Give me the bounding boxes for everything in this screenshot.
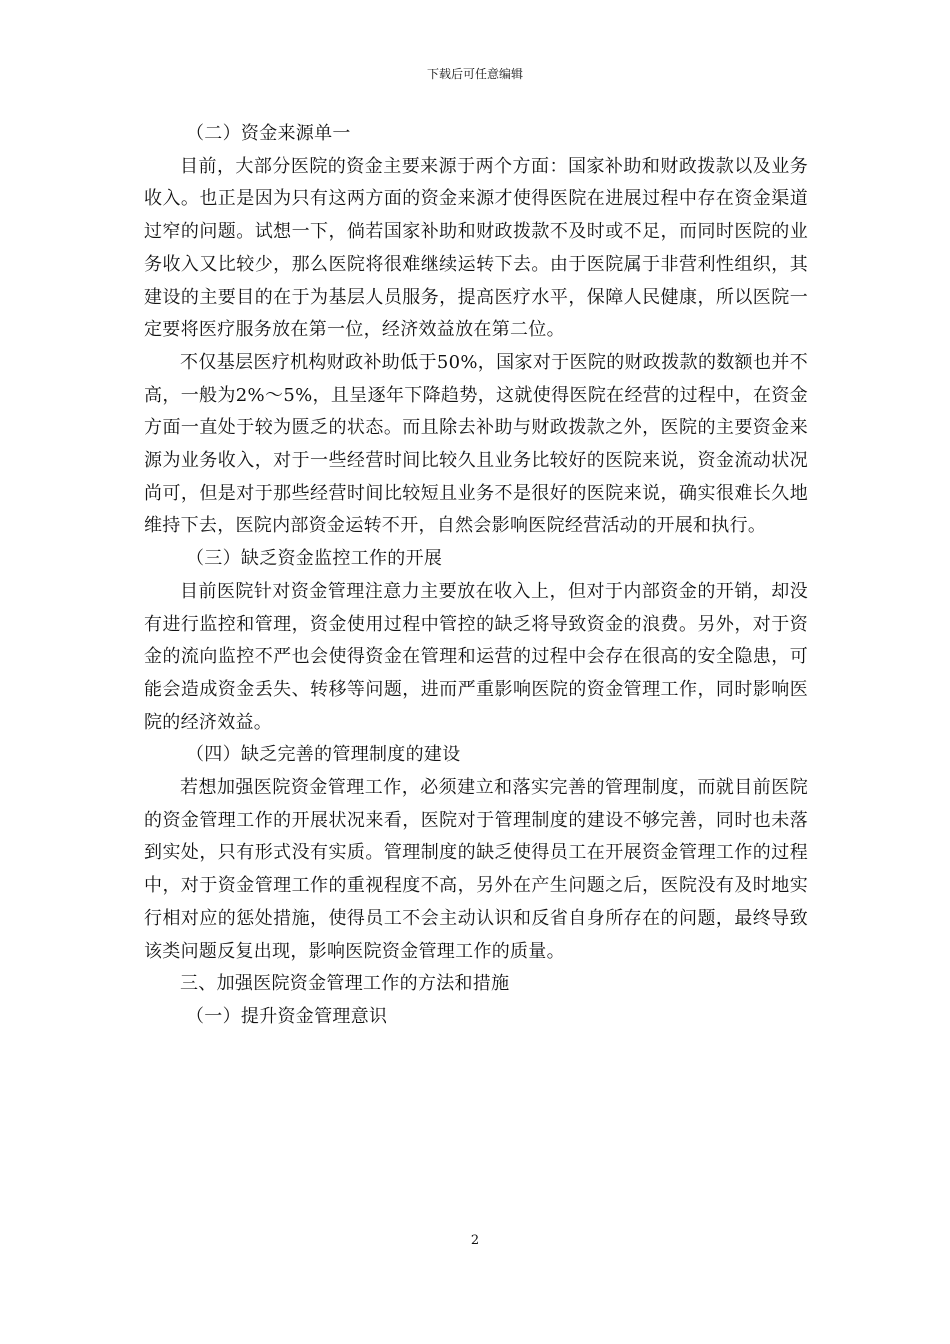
page-number: 2 [470,1233,480,1248]
paragraph-monitoring: 目前医院针对资金管理注意力主要放在收入上，但对于内部资金的开销，却没有进行监控和管理，资金使用过程中管控的缺乏将导致资金的浪费。另外，对于资金的流向监控不严也会使得资金在管理和运营的过程中会存在很高的安全隐患，可能会造成资金丢失、转移等问题，进而严重影响医院的资金管理工作，同时影响医院的经济效益。 [144,580,808,733]
chapter-heading-methods: 三、加强医院资金管理工作的方法和措施 [180,973,510,995]
paragraph-funding-source: 目前，大部分医院的资金主要来源于两个方面：国家补助和财政拨款以及业务收入。也正是因为只有这两方面的资金来源才使得医院在进展过程中存在资金渠道过窄的问题。试想一下，倘若国家补助和财政拨款不及时或不足，而同时医院的业务收入又比较少，那么医院将很难继续运转下去。由于医院属于非营利性组织，其建设的主要目的在于为基层人员服务，提高医疗水平，保障人民健康，所以医院一定要将医疗服务放在第一位，经济效益放在第二位。 [144,155,808,341]
section-heading-monitoring: （三）缺乏资金监控工作的开展 [186,548,443,570]
section-heading-awareness: （一）提升资金管理意识 [186,1005,388,1027]
document-body [144,118,808,1034]
page-header: 下载后可任意编辑 [426,67,523,81]
paragraph-management-system: 若想加强医院资金管理工作，必须建立和落实完善的管理制度，而就目前医院的资金管理工作的开展状况来看，医院对于管理制度的建设不够完善，同时也未落到实处，只有形式没有实质。管理制度的缺乏使得员工在开展资金管理工作的过程中，对于资金管理工作的重视程度不高，另外在产生问题之后，医院没有及时地实行相对应的惩处措施，使得员工不会主动认识和反省自身所存在的问题，最终导致该类问题反复出现，影响医院资金管理工作的质量。 [144,777,808,962]
paragraph-financial-subsidy: 不仅基层医疗机构财政补助低于50%，国家对于医院的财政拨款的数额也并不高，一般为2%～5%，且呈逐年下降趋势，这就使得医院在经营的过程中，在资金方面一直处于较为匮乏的状态。而且除去补助与财政拨款之外，医院的主要资金来源为业务收入，对于一些经营时间比较久且业务比较好的医院来说，资金流动状况尚可，但是对于那些经营时间比较短且业务不是很好的医院来说，确实很难长久地维持下去，医院内部资金运转不开，自然会影响医院经营活动的开展和执行。 [144,351,808,537]
section-heading-funding-source: （二）资金来源单一 [186,123,351,144]
section-heading-management-system: （四）缺乏完善的管理制度的建设 [186,744,461,766]
